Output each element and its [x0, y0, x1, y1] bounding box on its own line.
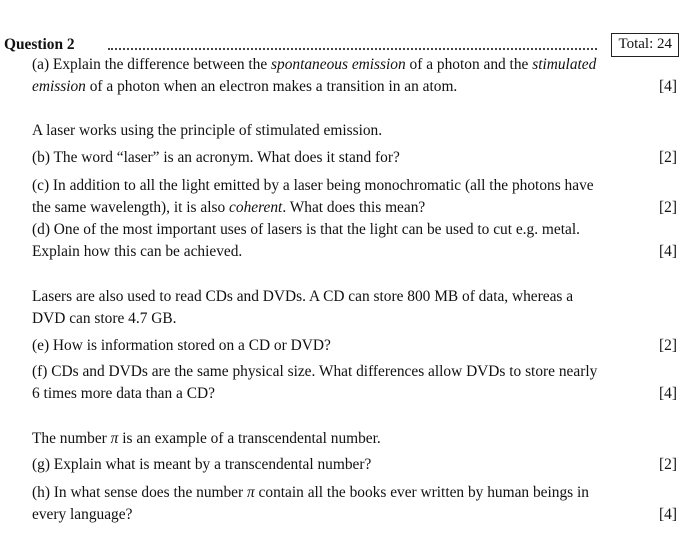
part-a-text-mid: of a photon and the — [405, 56, 533, 73]
part-f — [32, 361, 677, 405]
part-e-text: (e) How is information stored on a CD or DVD? — [32, 337, 331, 354]
part-d-line-2 — [32, 241, 677, 263]
cd-dvd-intro-line-1: Lasers are also used to read CDs and DVDs. A CD can store 800 MB of data, whereas a — [32, 288, 574, 305]
laser-intro-text: A laser works using the principle of stimulated emission. — [32, 122, 383, 139]
part-b-text: (b) The word “laser” is an acronym. What does it stand for? — [32, 149, 400, 166]
part-c-emphasis-coherent: coherent — [229, 199, 283, 216]
part-b-marks: [2] — [659, 149, 677, 166]
laser-intro — [32, 120, 677, 142]
part-g-text: (g) Explain what is meant by a transcendental number? — [32, 456, 372, 473]
part-c-line-2 — [32, 197, 677, 219]
part-c-text-end: . What does this mean? — [282, 199, 426, 216]
cd-dvd-intro — [32, 286, 677, 330]
dotted-leader — [108, 48, 597, 50]
part-h-line-2 — [32, 504, 677, 526]
part-f-line-2 — [32, 383, 677, 405]
part-c — [32, 175, 677, 219]
part-a-line-1 — [32, 54, 677, 76]
part-c-line-1: (c) In addition to all the light emitted by a laser being monochromatic (all the photons have — [32, 177, 594, 194]
part-f-marks: [4] — [659, 385, 677, 402]
part-a-text-end: of a photon when an electron makes a transition in an atom. — [85, 78, 458, 95]
question-title: Question 2 — [4, 36, 75, 53]
pi-symbol: π — [110, 430, 119, 447]
part-e-marks: [2] — [659, 337, 677, 354]
part-h-text-end: contain all the books ever written by human beings in — [254, 484, 589, 501]
part-g — [32, 454, 677, 476]
part-a-marks: [4] — [659, 78, 677, 95]
part-e-line — [32, 335, 677, 357]
part-a-emphasis-stimulated: stimulated — [532, 56, 597, 73]
part-h-text: (h) In what sense does the number — [32, 484, 247, 501]
cd-dvd-intro-line-2: DVD can store 4.7 GB. — [32, 310, 177, 327]
part-b — [32, 147, 677, 169]
part-a — [32, 54, 677, 98]
part-c-text: the same wavelength), it is also — [32, 199, 230, 216]
part-g-marks: [2] — [659, 456, 677, 473]
part-e — [32, 335, 677, 357]
total-marks-box: Total: 24 — [611, 33, 679, 57]
part-a-line-2 — [32, 76, 677, 98]
pi-intro-line — [32, 428, 677, 450]
part-a-emphasis-emission: emission — [32, 78, 86, 95]
part-g-line — [32, 454, 677, 476]
pi-symbol-h: π — [246, 484, 255, 501]
part-a-text: (a) Explain the difference between the — [32, 56, 272, 73]
pi-intro-text: The number — [32, 430, 111, 447]
part-h — [32, 482, 677, 526]
pi-intro-text-end: is an example of a transcendental number. — [118, 430, 381, 447]
part-c-marks: [2] — [659, 199, 677, 216]
part-d-marks: [4] — [659, 243, 677, 260]
part-d — [32, 219, 677, 263]
part-h-marks: [4] — [659, 506, 677, 523]
part-d-text: Explain how this can be achieved. — [32, 243, 243, 260]
part-b-line — [32, 147, 677, 169]
part-a-emphasis-spontaneous: spontaneous emission — [271, 56, 406, 73]
part-h-line-1 — [32, 482, 677, 504]
part-f-line-1: (f) CDs and DVDs are the same physical size. What differences allow DVDs to store nearly — [32, 363, 598, 380]
part-f-text: 6 times more data than a CD? — [32, 385, 215, 402]
pi-intro — [32, 428, 677, 450]
part-d-line-1: (d) One of the most important uses of lasers is that the light can be used to cut e.g. metal. — [32, 221, 580, 238]
part-h-text-2: every language? — [32, 506, 133, 523]
